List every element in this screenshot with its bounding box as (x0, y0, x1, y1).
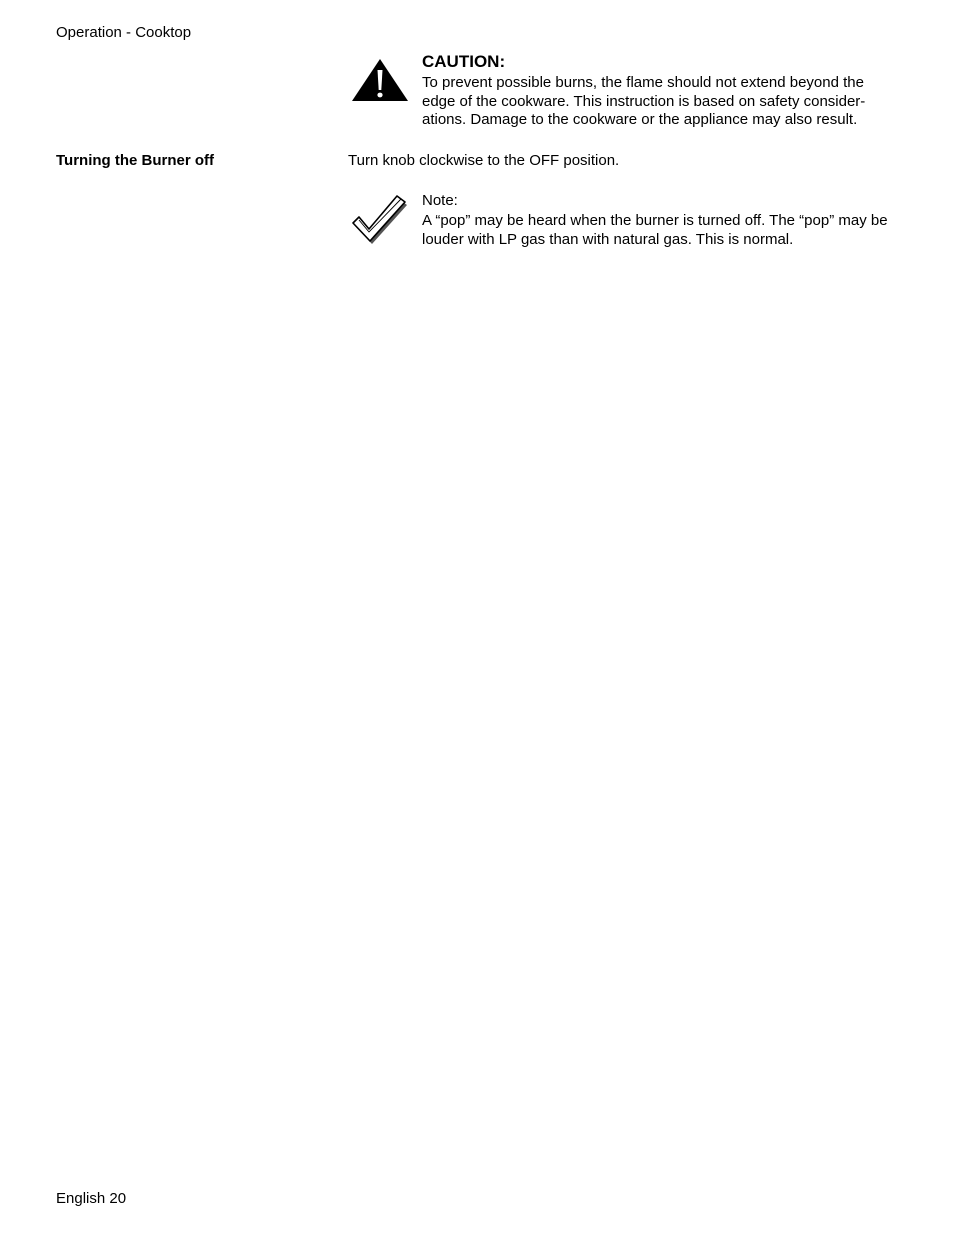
section-instruction: Turn knob clockwise to the OFF position. (348, 152, 620, 169)
note-block (422, 192, 892, 249)
checkmark-icon (351, 192, 409, 246)
caution-body: To prevent possible burns, the flame should not extend beyond the edge of the cookware. This instruction is based on safety consider-ations. Damage to the cookware or the appliance may also result. (422, 74, 866, 128)
note-title: Note: (422, 192, 458, 209)
note-body: A “pop” may be heard when the burner is turned off. The “pop” may be louder with LP gas than with natural gas. This is normal. (422, 212, 888, 248)
section-heading: Turning the Burner off (56, 152, 215, 169)
caution-title: CAUTION: (422, 52, 506, 71)
warning-triangle-icon (351, 58, 409, 102)
caution-block (422, 52, 892, 130)
running-header: Operation - Cooktop (56, 24, 192, 41)
page-footer: English 20 (56, 1190, 127, 1207)
